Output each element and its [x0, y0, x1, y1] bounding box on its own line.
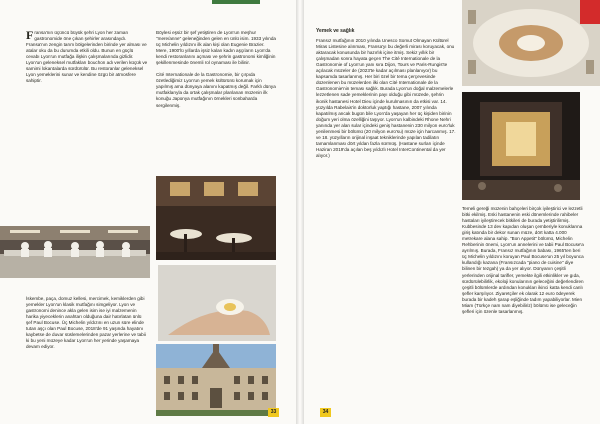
left-column-1-text: ransa'nın üçüncü büyük şehri Lyon her zaman gastronomide öne çıkan şehirler arasındaydı. Fransa'nın zengin tarım bölgelerinden birinde yer alması ve atalar oku da bu durumda etkili oldu. Bunun en güçlü cevabı Lyon'un mutfağa ilişkin çalışmalarında gizlidir. Lyon'un geleneksel mutfakları bouchon adı verilen küçük ve samimi lokantalarda sürdürülür. Bu restoranlar geleneksel Lyon yemeklerini sunar ve kendine özgü bir atmosfere sahiptir. [26, 30, 148, 84]
right-column-1 [316, 28, 456, 159]
red-tab-accent [580, 0, 600, 24]
page-number-left: 33 [268, 408, 279, 417]
hand-with-egg-photo [158, 265, 276, 341]
page-number-right: 34 [320, 408, 331, 417]
left-column-2 [156, 30, 276, 115]
left-bottom-text: İskembe, paça, domuz kellesi, mercimek, kemiklerden gibi yemekler Lyon'un klasik mutfağını simgeliyor. Lyon ve gastronomi denince akla gelen isim ise iyi malzemenin harika yiyeceklerin anahtarı olduğuna dair hatırlatan ünlü şef Paul Bocuse. Üç Michelin yıldızını en uzun süre elinde tutan aşçı olan Paul Bocuse, 2018'de 91 yaşında hayatını kaybetse de duvar süslemelerinden pazar yerlerine ve tabii ki bu yeni müzeye kadar Lyon'un her yerinde yaşamaya devam ediyor. [26, 296, 146, 350]
right-column-1-text: Fransız mutfağının 2010 yılında Unesco Somut Olmayan Kültürel Miras Listesine alınması, Fransa'yı bu değerli mirası koruyacak, onu aktaracak konusunda bir hazırlık içine itmiş. Sekiz yıllık bir çalışmadan sonra hayata geçen The Cité Internationale de la Gastronomie of Lyon'un yanı sıra Dijon, Tours ve Paris-Rungis'te açılacak müzeler de (2023'te kadar açılması planlanıyor) bu kapsamda tasarlanmış. Her biri özel bir tema çerçevesinde düzenlenen bu müzelerden ilki olan Cité Internationale de la Gastronomie'nin teması sağlık. Burada Lyon'un doğal malzemelerle lezzetlenen sade yemeklerinin payı olduğu gibi müzede, şehrin ikonik hastanesi Hotel Dieu içinde kurulmasının da etkisi var. 14. yüzyılda Rabelais'in doktorluk yaptığı hastane, 2007 yılında kapatılmış ancak bugün bile Lyon'da yaşayan her üç kişiden birinin doğum yeri olma özelliğini taşıyor. Lyon'un kalbindeki Rhone Nehri yanında yer alan sular içindeki geniş hastanenin 230 milyon euro'luk yenilenmesi bir bölümü (20 milyon euro'su) müze için harcanmış. 17. ve 18. yüzyılların orijinal inşaat tekniklerinde yapılan tadilatın tamamlanması dört yıldan fazla sürmüş. (Hastane surları içinde Haziran 2019'da açılan beş yıldızlı Hotel InterContinental da yer alıyor.) [316, 38, 456, 158]
right-column-2: Temeli gereği müzenin bahçeleri birçok iyileştirici ve lezzetli bitki ekilmiş. Eski hastanenin eski dönemlerinde rahibeler hastaları iyileştirecek bitkileri de burada yetiştirilirmiş. Kubbesinde 13 dev kapıdan oluşan çemberiyle konuklarına giriş katında bir dekor sunan müze, dört katta 4.000 metrekare alana sahip. "Bon Appetit" bölümü, Michelin Rehberinin önemi, Lyon'un annelerini ve tabii Paul Bocuse'a ayrılmış. Burada, Fransız mutfağının babası, 1965'ten beri üç Michelin yıldızını koruyan Paul Bocuse'un 25 yıl boyunca kullandığı kazana (Fransızcada "piano de cuisine" diye bilinen bir tezgah) ya da yer alıyor. Dünyanın çeşitli yerlerinden orijinal tarifler, yemekte ilgili etkinlikler ve gıda, sürdürülebilirlik, ekoloji konularının geleceğini değerlendiren çeşitli bölümlerde ardından konukları ikinci katta kendi canlı şefler karşılıyor. Ziyaretçiler ek olarak 12 euro ödeyerek burada bir kadeh şarap eşliğinde tadım yapabiliyorlar. Mien Miam (Türkçe nam nam diyebiliriz) bölümü ise geleceğin şefleri için özenle tasarlanmış. [462, 206, 584, 314]
kitchen-photo [0, 226, 150, 278]
green-tab-accent [212, 0, 260, 4]
right-page [300, 0, 600, 424]
dropcap: F [26, 28, 34, 42]
building-photo [156, 344, 276, 416]
interior-hall-photo [462, 92, 580, 200]
left-column-2-paragraph-2: Cité Internationale de la Gastronomie, bir çırpıda özetlediğimiz Lyon'un yemek kültürünü korumak için yapılmış ama dünyaya alanını kapatmış değil. Farklı dünya mutfaklarıyla da ortak çalışmalar planlanan müzenin ilk konuğu Japonya mutfağının örnekleri sonbaharda sergilenmiş. [156, 72, 276, 108]
section-heading: Yemek ve sağlık [316, 28, 355, 34]
left-column-2-paragraph-1: Böylesi eşsiz bir şef yetiştiren de Lyon'un meşhur "mere/anne" geleneğinden gelen en ünlü isim. 1933 yılında üç Michelin yıldızını ilk alan kişi olan Eugenie Brazier. Mere, 1900'lü yıllarda işsiz kalan kadın aşçıların Lyon'da kendi restoranlarını açması ve şehrin gastronomi kimliğinin şekillenmesinde önemli rol oynaması ile bilinir. [156, 30, 276, 66]
left-column-1 [26, 30, 148, 84]
cafe-interior-photo [156, 176, 276, 260]
